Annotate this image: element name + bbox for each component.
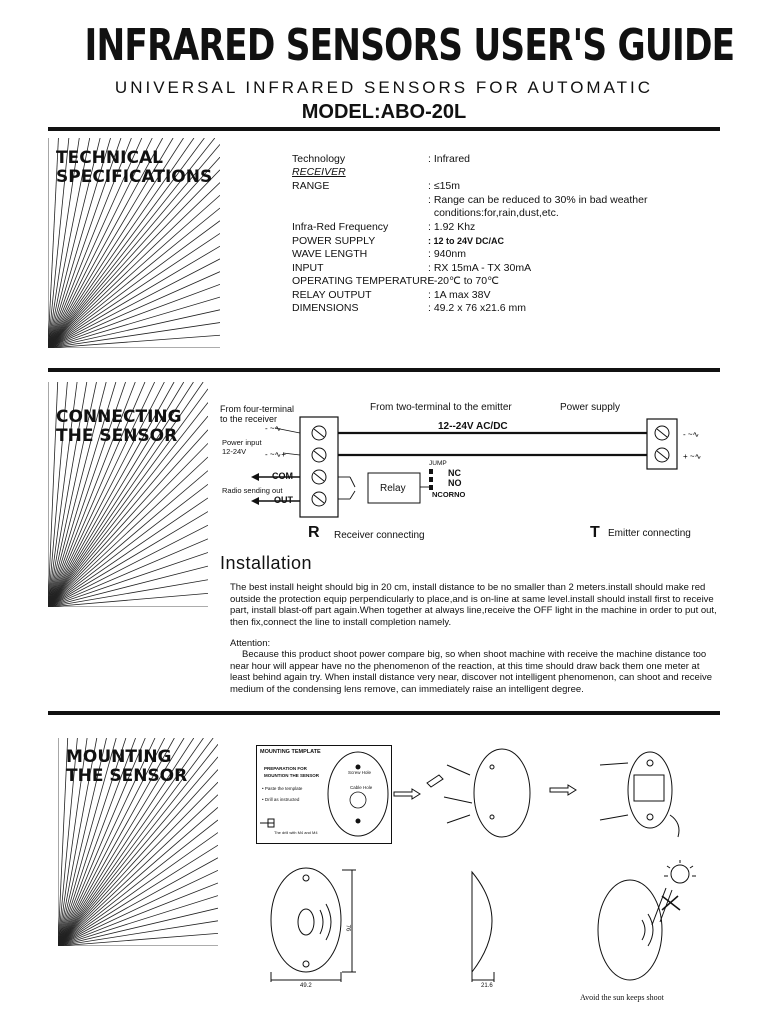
divider — [48, 127, 720, 131]
receiver-letter: R — [308, 524, 320, 541]
spec-value: : 940nm — [428, 248, 466, 260]
tech-heading-line1: TECHNICAL — [56, 148, 163, 168]
page-title: INFRARED SENSORS USER'S GUIDE — [84, 20, 735, 71]
ray-line — [48, 259, 220, 348]
divider — [48, 368, 720, 372]
ray-line — [48, 284, 220, 348]
dim-width-label: 49.2 — [300, 983, 312, 989]
installation-paragraph: The best install height should big in 20 cm, install distance to be no smaller than 2 meters.install should make red outside the protection equip perpendicularly to place,and is on-line at same level.install should install first to receive part, install blast-off part again.When together at always line,receive the OFF light in the machine in order to put out, then fix,connect the line to install completion namely. — [230, 582, 717, 628]
ray-line — [58, 921, 218, 946]
attention-paragraph: Because this product shoot power compare big, so when shoot machine with receive the machine distance too near hour will appear have no the phenomenon of the reaction, at this time should draw back them one meter at least behind again try. When install distance very near, discover not intelligent phenomenon, can shoot and receive medium of the condensing lens remove, can immediately raise an intelligent degree. — [230, 649, 712, 695]
template-title: MOUNTING TEMPLATE — [260, 749, 321, 755]
sensor-side-view — [472, 872, 492, 972]
connect-heading-line2: THE SENSOR — [56, 426, 178, 446]
spec-value: : 49.2 x 76 x21.6 mm — [428, 302, 527, 314]
no-label: NO — [448, 478, 462, 488]
ray-line — [48, 167, 220, 348]
spec-label: INPUT — [292, 262, 324, 274]
sun-icon — [671, 865, 689, 883]
arrow-right-icon — [394, 789, 420, 799]
svg-text:+ ~∿: + ~∿ — [683, 452, 702, 461]
sensor-open-outline — [628, 752, 672, 828]
attention-label: Attention: — [230, 638, 271, 649]
com-label: COM — [272, 471, 293, 481]
emitter-letter: T — [590, 524, 600, 541]
tech-heading — [56, 149, 212, 187]
cable-hole-label: Cable Hole — [350, 785, 373, 790]
nc-label: NC — [448, 468, 461, 478]
tech-heading-line2: SPECIFICATIONS — [56, 167, 213, 187]
ray-line — [58, 858, 218, 946]
spec-value: : Range can be reduced to 30% in bad weather — [428, 194, 648, 206]
ray-line — [48, 457, 208, 607]
jump-label: JUMP — [429, 460, 447, 467]
relay-label: Relay — [380, 483, 406, 494]
ray-line — [48, 539, 208, 607]
dim-depth-label: 21.6 — [481, 983, 493, 989]
spec-label: OPERATING TEMPERATURE — [292, 275, 435, 287]
spec-label: RELAY OUTPUT — [292, 289, 372, 301]
radio-out-label: Radio sending out — [222, 486, 283, 495]
spec-value: : ≤15m — [428, 180, 461, 192]
receiver-terminals — [312, 426, 326, 506]
page-subtitle: UNIVERSAL INFRARED SENSORS FOR AUTOMATIC — [114, 78, 654, 97]
voltage-label: 12--24V AC/DC — [438, 421, 508, 432]
emitter-caption: Emitter connecting — [608, 528, 691, 539]
ray-line — [48, 580, 208, 607]
svg-text:- ~∿+: - ~∿+ — [265, 450, 286, 459]
sensor-sun-view — [598, 880, 662, 980]
ray-line — [48, 323, 220, 348]
spec-value: : RX 15mA - TX 30mA — [428, 262, 532, 274]
template-step-1: • Paste the template — [262, 786, 303, 791]
mounting-heading-line2: THE SENSOR — [66, 766, 188, 786]
sensor-back-outline — [474, 749, 530, 837]
template-step-2: • Drill as instructed — [262, 797, 300, 802]
spec-value: : 12 to 24V DC/AC — [428, 236, 505, 246]
template-drill-note: The drill with M4 and M4 — [274, 830, 318, 835]
receiver-terminal-block — [300, 417, 338, 517]
from-four-terminal-label: From four-terminal — [220, 404, 295, 414]
arrow-right-icon — [550, 785, 576, 795]
spec-label: DIMENSIONS — [292, 302, 359, 314]
ray-line — [48, 512, 208, 607]
spec-value: : 1.92 Khz — [428, 221, 476, 233]
dim-height-label: 76 — [344, 924, 351, 932]
from-two-terminal-label: From two-terminal to the emitter — [370, 402, 512, 413]
power-supply-label: Power supply — [560, 402, 621, 413]
spec-label-receiver: RECEIVER — [292, 166, 346, 178]
connect-heading — [56, 408, 182, 446]
spec-label: WAVE LENGTH — [292, 248, 368, 260]
spec-label: Infra-Red Frequency — [292, 221, 389, 233]
ncorno-label: NCORNO — [432, 490, 466, 499]
mounting-heading-line1: MOUNTING — [66, 747, 172, 767]
mounting-heading — [66, 748, 187, 786]
power-input-voltage: 12-24V — [222, 447, 247, 456]
template-prep-2: MOUNTION THE SENSOR — [264, 773, 320, 778]
installation-heading: Installation — [220, 553, 313, 573]
spec-value: : -20℃ to 70℃ — [428, 275, 499, 287]
mounting-steps-illustration — [392, 745, 692, 845]
ray-line — [58, 770, 218, 946]
to-receiver-label: to the receiver — [220, 414, 278, 424]
spec-value: : 1A max 38V — [428, 289, 491, 301]
power-input-label: Power input — [222, 438, 262, 447]
template-prep-1: PREPARATION FOR — [264, 766, 307, 771]
spec-value: : Infrared — [428, 153, 471, 165]
ray-line — [58, 782, 218, 946]
spec-label: Technology — [292, 153, 346, 165]
circuit-board — [634, 775, 664, 801]
ray-line — [48, 208, 220, 348]
receiver-caption: Receiver connecting — [334, 530, 425, 541]
sensor-dimension-drawings — [262, 860, 712, 995]
spec-label: POWER SUPPLY — [292, 235, 376, 247]
ray-line — [48, 593, 208, 607]
ray-line — [58, 933, 218, 946]
hammer-icon — [427, 775, 443, 787]
spec-value: conditions:for,rain,dust,etc. — [428, 207, 559, 219]
out-label: OUT — [274, 495, 293, 505]
spec-label: RANGE — [292, 180, 330, 192]
ray-line — [48, 430, 208, 607]
ray-line — [48, 335, 220, 348]
sun-caption: Avoid the sun keeps shoot — [580, 993, 664, 1002]
svg-text:- ~∿: - ~∿ — [683, 430, 700, 439]
connect-heading-line1: CONNECTING — [56, 407, 182, 427]
divider — [48, 711, 720, 715]
screw-hole-label: Screw Hole — [348, 770, 372, 775]
ray-line — [48, 183, 220, 348]
model-number: MODEL:ABO-20L — [301, 101, 467, 123]
ray-line — [58, 807, 218, 946]
svg-text:- ~∿: - ~∿ — [265, 424, 282, 433]
